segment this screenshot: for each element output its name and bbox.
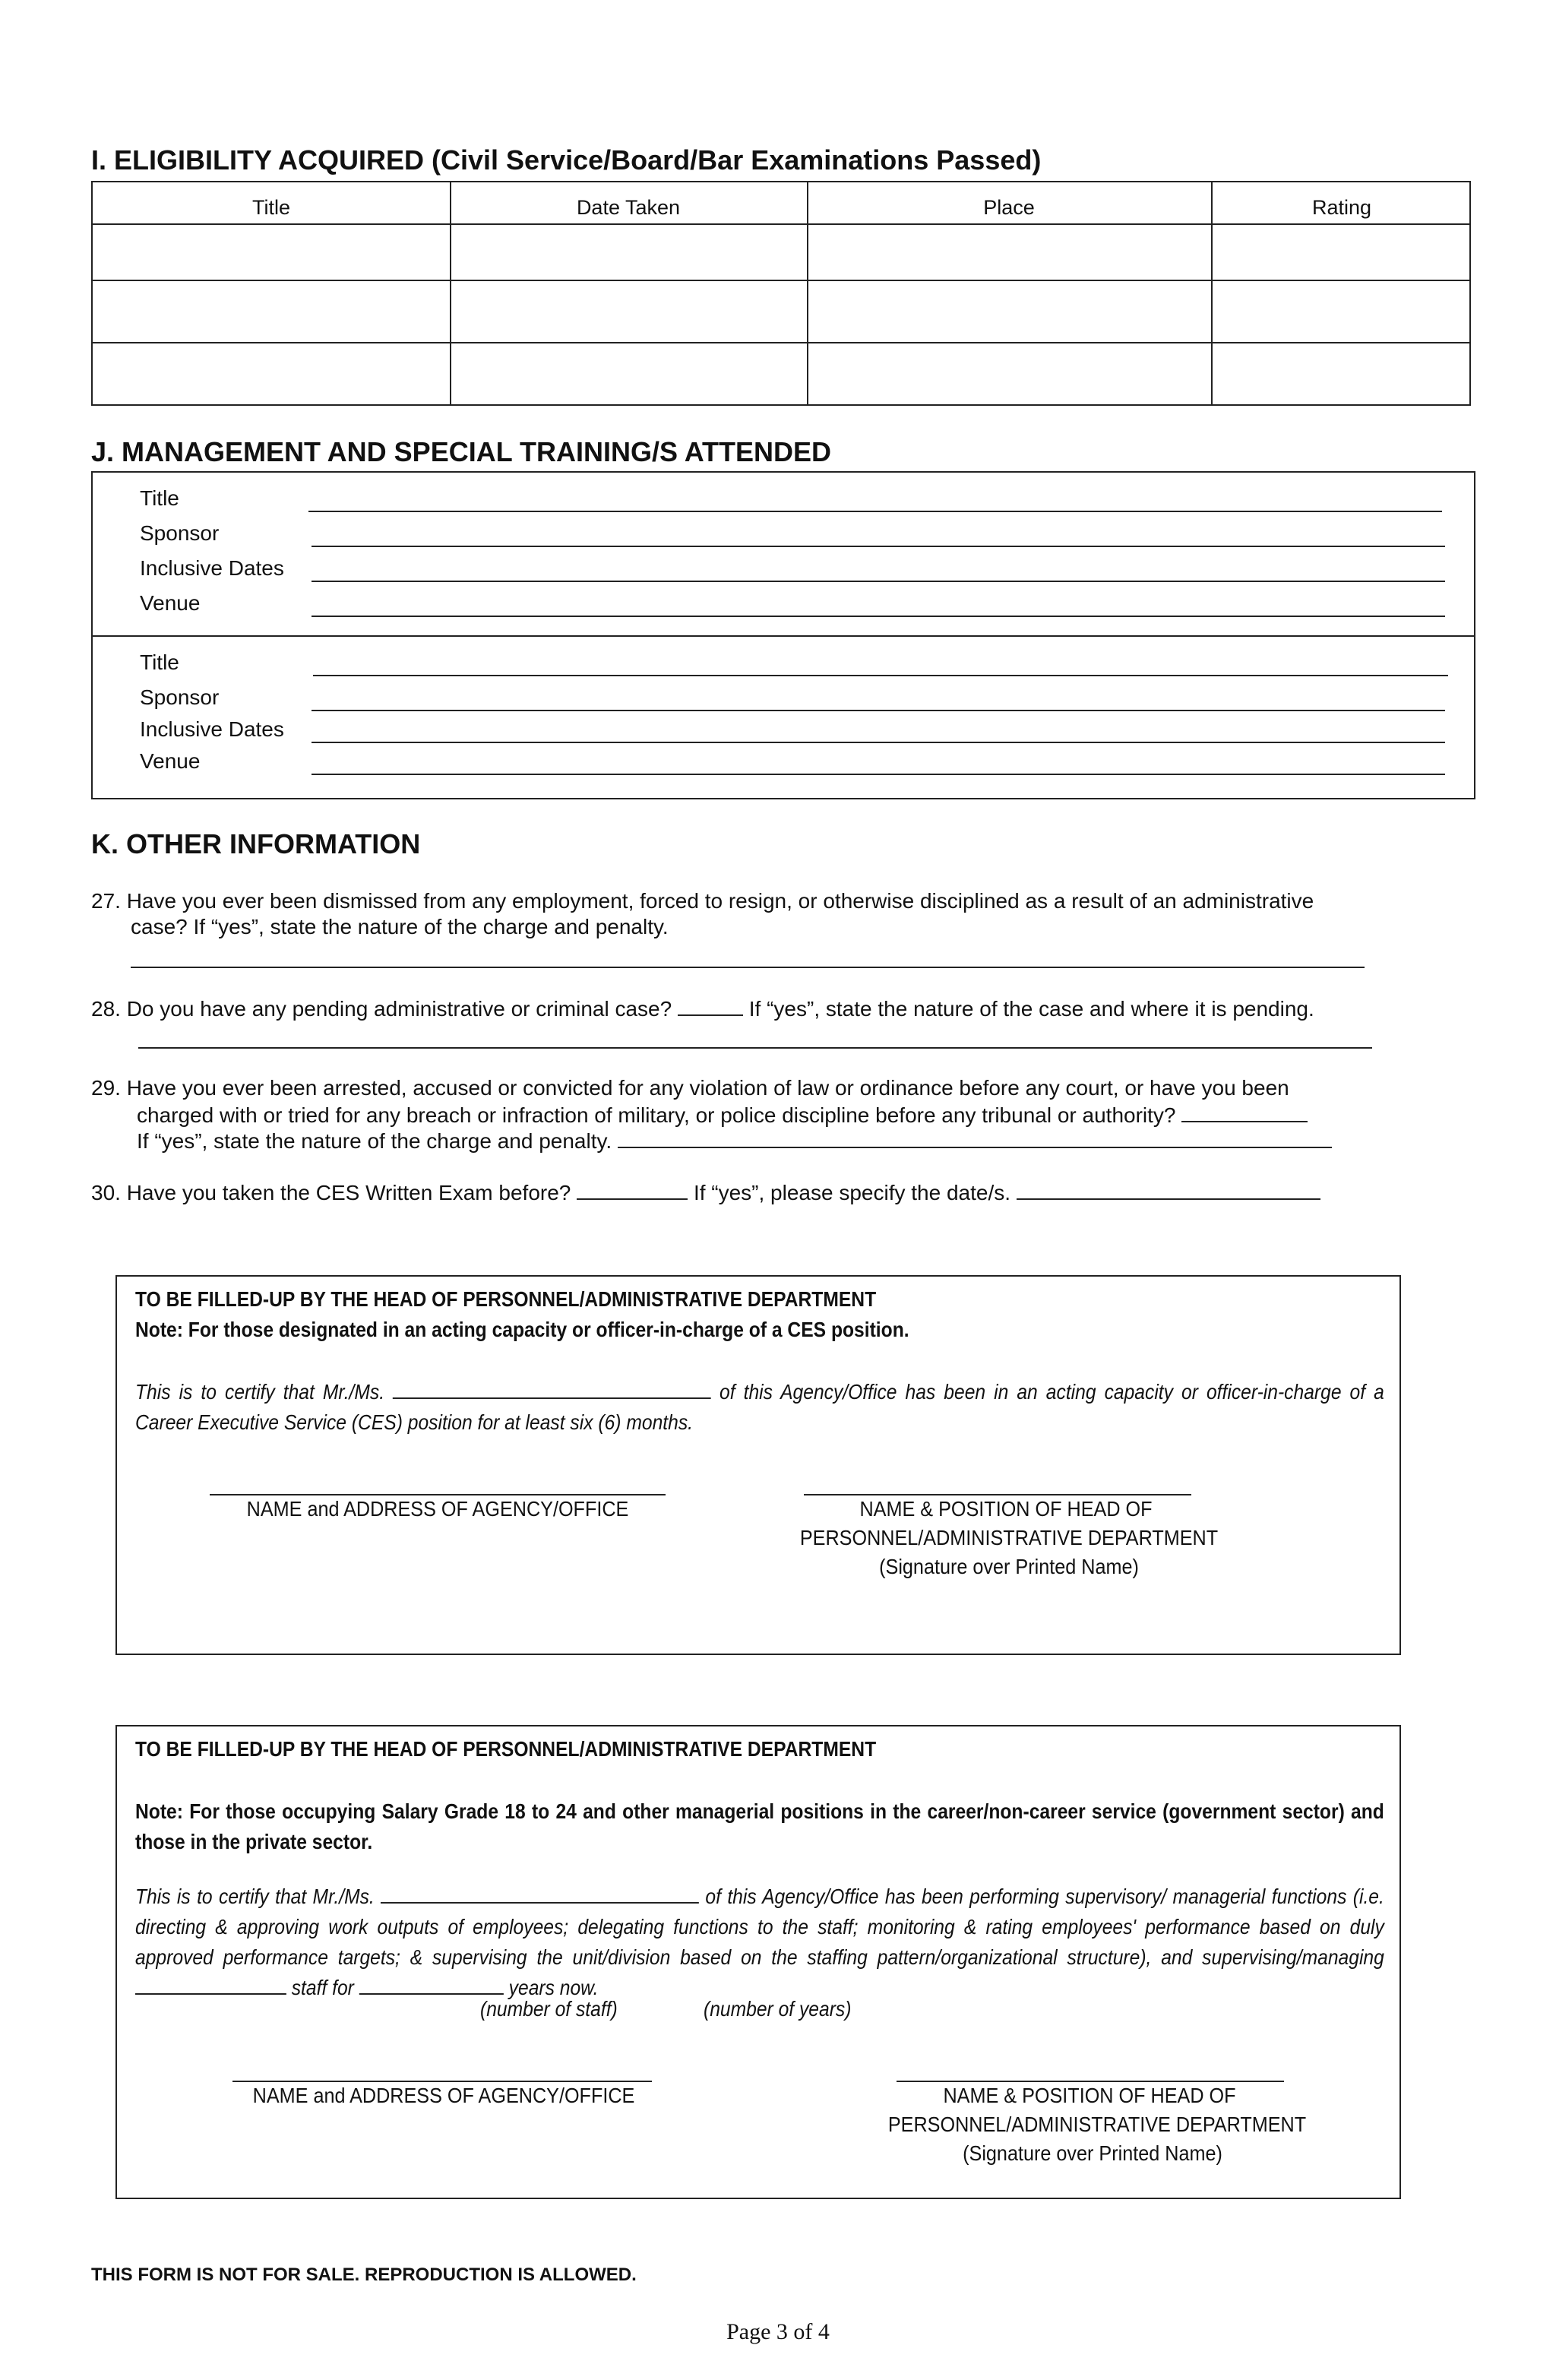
column-header-place: Place (983, 196, 1035, 219)
title-input-line[interactable] (308, 511, 1442, 512)
venue-input-line[interactable] (312, 616, 1445, 617)
cert1-heading: TO BE FILLED-UP BY THE HEAD OF PERSONNEL/ADMINISTRATIVE DEPARTMENT (135, 1287, 877, 1311)
field-label-venue: Venue (140, 591, 201, 615)
training-box (91, 471, 1475, 799)
eligibility-table (91, 181, 1471, 406)
column-header-rating: Rating (1311, 196, 1372, 219)
question-30-text: 30. Have you taken the CES Written Exam before? (91, 1181, 571, 1205)
cert2-number-of-staff-blank[interactable] (135, 1974, 286, 1995)
table-cell[interactable] (451, 225, 805, 278)
cert2-head-signature-line[interactable] (897, 2081, 1284, 2082)
table-cell[interactable] (808, 281, 1210, 340)
group-divider (93, 635, 1474, 637)
answer-30-dates[interactable] (1017, 1179, 1320, 1200)
field-label-sponsor: Sponsor (140, 685, 220, 709)
question-29-line2 (137, 1102, 1308, 1128)
cert1-head-label-2: PERSONNEL/ADMINISTRATIVE DEPARTMENT (799, 1526, 1219, 1549)
section-k-title: K. OTHER INFORMATION (91, 828, 421, 859)
sponsor-input-line[interactable] (312, 546, 1445, 547)
cert1-body (135, 1377, 1384, 1438)
sponsor-input-line[interactable] (312, 710, 1445, 711)
inclusive-dates-input-line[interactable] (312, 581, 1445, 582)
answer-30-yes-no[interactable] (577, 1179, 688, 1200)
field-label-sponsor: Sponsor (140, 521, 220, 545)
table-cell[interactable] (94, 343, 448, 404)
cert1-signature-caption: (Signature over Printed Name) (879, 1555, 1139, 1578)
table-cell[interactable] (94, 281, 448, 340)
cert2-body-start: This is to certify that Mr./Ms. (135, 1885, 375, 1908)
table-cell[interactable] (808, 225, 1210, 278)
field-label-title: Title (140, 650, 179, 674)
certification-box-acting-capacity (115, 1275, 1401, 1655)
table-cell[interactable] (451, 281, 805, 340)
cert2-note: Note: For those occupying Salary Grade 18 to 24 and other managerial positions in the career/non-career service (government sector) and those in the private sector. (135, 1799, 1384, 1853)
answer-29-line[interactable] (618, 1128, 1332, 1148)
question-29-text: charged with or tried for any breach or infraction of military, or police discipline before any tribunal or authority? (137, 1103, 1176, 1128)
table-cell[interactable] (94, 225, 448, 278)
table-cell[interactable] (451, 343, 805, 404)
column-header-date-taken: Date Taken (576, 196, 681, 219)
title-input-line[interactable] (313, 675, 1448, 676)
answer-29-yes-no[interactable] (1181, 1102, 1308, 1122)
section-j-title: J. MANAGEMENT AND SPECIAL TRAINING/S ATTENDED (91, 436, 832, 467)
cert1-head-signature-line[interactable] (804, 1494, 1191, 1495)
question-29-line3 (137, 1128, 1332, 1154)
field-label-venue: Venue (140, 749, 201, 773)
cert2-body-mid: of this Agency/Office has been performing supervisory/ managerial functions (i.e. directing & approving work outputs of employees; delegating functions to the staff; monitoring & rating employees' performance based on duly approved performance targets; & supervising the unit/division based on the staffing pattern/organizational structure), and supervising/managing (135, 1885, 1384, 1969)
question-28-followup: If “yes”, state the nature of the case and where it is pending. (748, 997, 1314, 1021)
field-label-inclusive-dates: Inclusive Dates (140, 556, 284, 580)
cert2-heading: TO BE FILLED-UP BY THE HEAD OF PERSONNEL/ADMINISTRATIVE DEPARTMENT (135, 1737, 877, 1761)
cert1-note: Note: For those designated in an acting capacity or officer-in-charge of a CES position. (135, 1318, 909, 1341)
question-27-line1: 27. Have you ever been dismissed from any employment, forced to resign, or otherwise disciplined as a result of an administrative (91, 889, 1314, 913)
cert2-name-blank[interactable] (381, 1883, 699, 1904)
question-28-text: 28. Do you have any pending administrative or criminal case? (91, 997, 672, 1021)
question-29-line1: 29. Have you ever been arrested, accused or convicted for any violation of law or ordinance before any court, or have you been (91, 1076, 1289, 1100)
question-30 (91, 1179, 1320, 1205)
question-30-followup: If “yes”, please specify the date/s. (693, 1181, 1011, 1205)
cert2-staff-caption: (number of staff) (480, 1997, 618, 2021)
cert1-body-start: This is to certify that Mr./Ms. (135, 1380, 385, 1404)
answer-27-line[interactable] (131, 967, 1365, 968)
question-28 (91, 995, 1314, 1021)
field-label-inclusive-dates: Inclusive Dates (140, 717, 284, 741)
page-number: Page 3 of 4 (726, 2319, 830, 2344)
table-cell[interactable] (1213, 343, 1469, 404)
cert2-agency-signature-line[interactable] (232, 2081, 652, 2082)
cert2-body-end: years now. (508, 1976, 599, 1999)
cert2-head-label: NAME & POSITION OF HEAD OF (943, 2084, 1236, 2107)
cert1-agency-label: NAME and ADDRESS OF AGENCY/OFFICE (246, 1497, 629, 1521)
cert1-agency-signature-line[interactable] (210, 1494, 666, 1495)
table-cell[interactable] (1213, 225, 1469, 278)
table-cell[interactable] (808, 343, 1210, 404)
cert1-body-end: of this Agency/Office has been in an acting capacity or officer-in-charge of a Career Executive Service (CES) position for at least six (6) months. (135, 1380, 1384, 1434)
certification-box-managerial (115, 1725, 1401, 2199)
cert2-number-of-years-blank[interactable] (359, 1974, 504, 1995)
inclusive-dates-input-line[interactable] (312, 742, 1445, 743)
cert2-agency-label: NAME and ADDRESS OF AGENCY/OFFICE (252, 2084, 635, 2107)
cert1-name-blank[interactable] (393, 1378, 711, 1399)
cert2-years-caption: (number of years) (704, 1997, 852, 2021)
section-i-title: I. ELIGIBILITY ACQUIRED (Civil Service/Board/Bar Examinations Passed) (91, 144, 1042, 176)
cert1-head-label: NAME & POSITION OF HEAD OF (859, 1497, 1153, 1521)
cert2-signature-caption: (Signature over Printed Name) (963, 2141, 1222, 2165)
cert2-body (135, 1882, 1384, 2003)
answer-28-line[interactable] (138, 1047, 1372, 1049)
cert2-body-mid2: staff for (291, 1976, 354, 1999)
table-cell[interactable] (1213, 281, 1469, 340)
question-29-followup: If “yes”, state the nature of the charge and penalty. (137, 1129, 612, 1154)
answer-28-yes-no[interactable] (678, 995, 743, 1016)
question-27-line2: case? If “yes”, state the nature of the charge and penalty. (131, 915, 669, 938)
column-header-title: Title (251, 196, 290, 219)
venue-input-line[interactable] (312, 774, 1445, 775)
field-label-title: Title (140, 486, 179, 510)
footer-notice: THIS FORM IS NOT FOR SALE. REPRODUCTION IS ALLOWED. (91, 2264, 637, 2285)
cert2-head-label-2: PERSONNEL/ADMINISTRATIVE DEPARTMENT (887, 2113, 1307, 2136)
